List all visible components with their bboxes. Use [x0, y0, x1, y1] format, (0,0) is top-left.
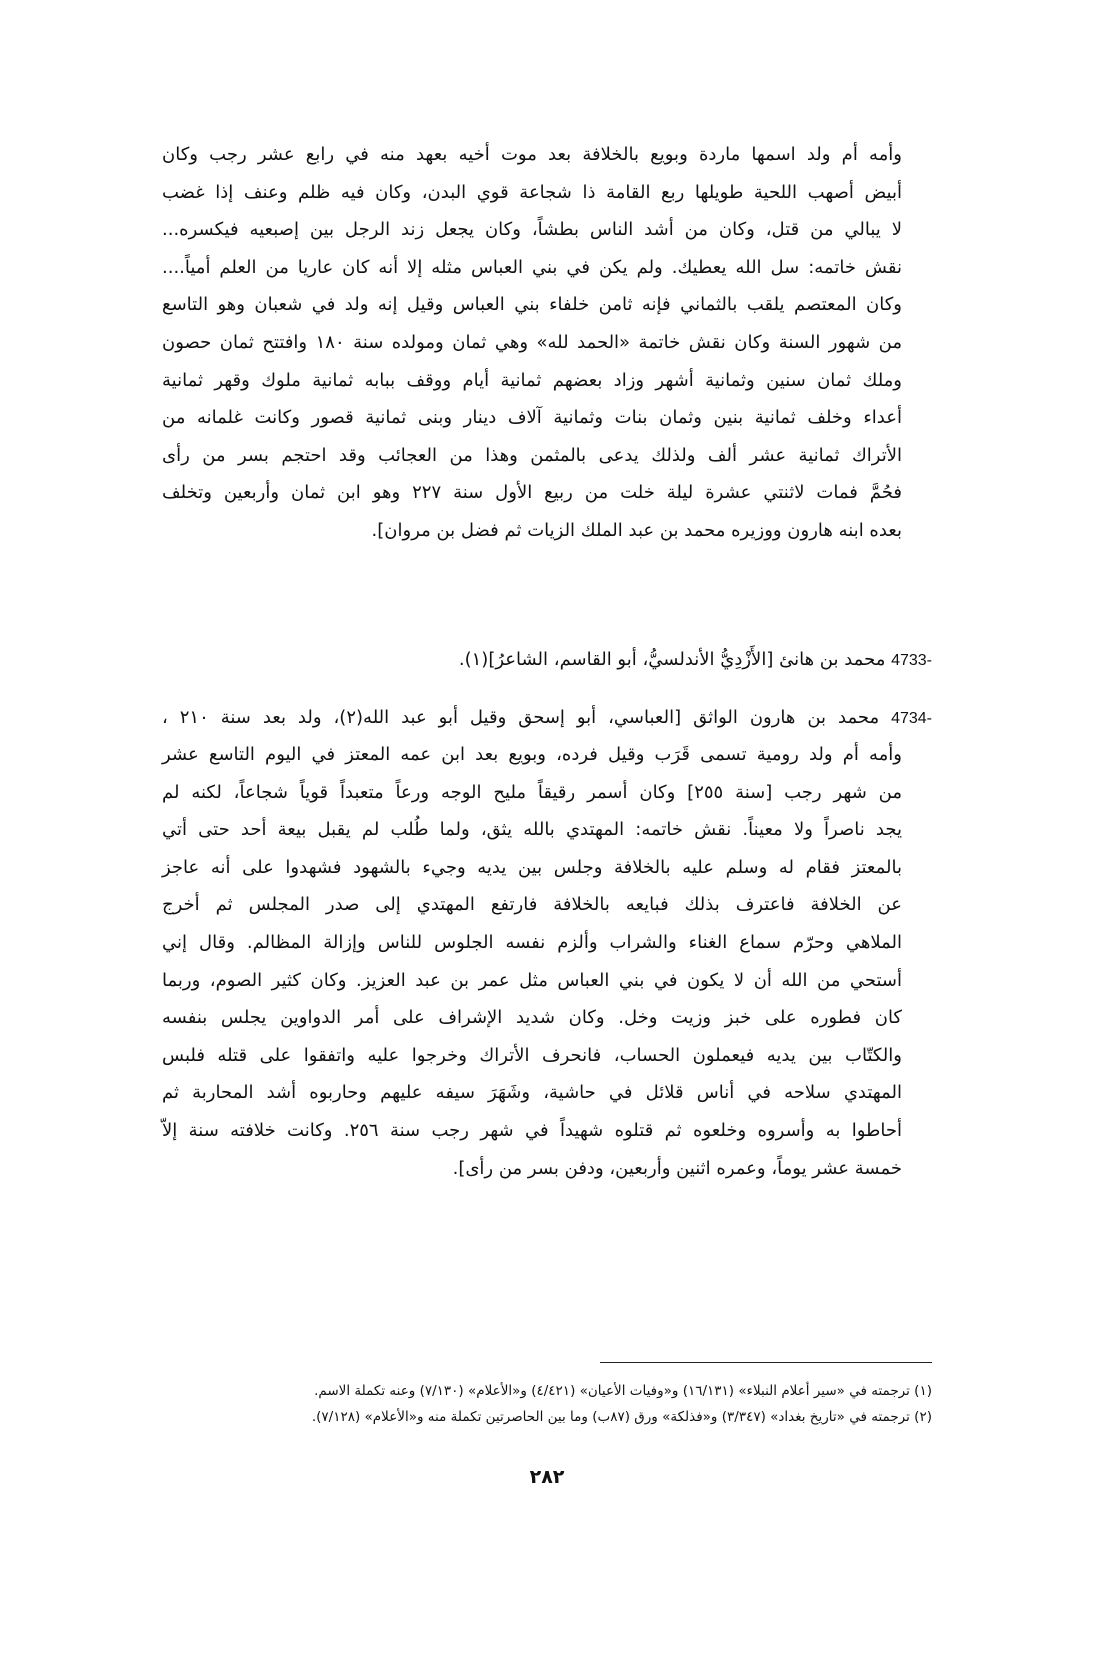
text-line: وأمه أم ولد رومية تسمى قَرَب وقيل فرده، وبويع بعد ابن عمه المعتز في اليوم التاسع عشر: [162, 744, 902, 765]
text-line: وأمه أم ولد اسمها ماردة وبويع بالخلافة بعد موت أخيه بعهد منه في رابع عشر رجب وكان: [162, 144, 902, 165]
entry-4733-line: [162, 641, 932, 679]
text-line: أحاطوا به وأسروه وخلعوه ثم قتلوه شهيداً في شهر رجب سنة ٢٥٦. وكانت خلافته سنة إلاّ: [162, 1119, 902, 1141]
entry-number: 4734-: [891, 710, 932, 727]
text-line: كان فطوره على خبز وزيت وخل. وكان شديد الإشراف على أمر الدواوين يجلس بنفسه: [162, 1007, 902, 1029]
entry-4734: [162, 699, 932, 737]
footnote-2: (٢) ترجمته في «تاريخ بغداد» (٣/٣٤٧) و«فذلكة» ورق (٨٧ب) وما بين الحاصرتين تكملة منه و«الأعلام» (٧/١٢٨).: [311, 1409, 932, 1425]
text-line: من شهر رجب [سنة ٢٥٥] وكان أسمر رقيقاً مليح الوجه ورعاً متعبداً قوياً شجاعاً، لكنه لم: [162, 781, 902, 803]
entry-text: محمد بن هانئ [الأَزْدِيُّ الأندلسيُّ، أبو القاسم، الشاعرُ](١).: [458, 649, 886, 670]
text-line: خمسة عشر يوماً، وعمره اثنين وأربعين، ودفن بسر من رأى].: [452, 1157, 902, 1179]
text-line: أبيض أصهب اللحية طويلها ربع القامة ذا شجاعة قوي البدن، وكان فيه ظلم وعنف إذا غضب: [162, 181, 902, 203]
paragraph-2: [162, 736, 902, 1187]
text-line: عن الخلافة فاعترف بذلك فبايعه بالخلافة فارتفع المهتدي إلى صدر المجلس ثم أخرج: [162, 894, 902, 916]
text-line: وملك ثمان سنين وثمانية أشهر وزاد بعضهم ثمانية أيام ووقف ببابه ثمانية ملوك وقهر ثمانية: [162, 369, 902, 391]
text-line: بالمعتز فقام له وسلم عليه بالخلافة وجلس بين يديه وجيء بالشهود فشهدوا على أنه عاجز: [162, 856, 902, 878]
text-line: من شهور السنة وكان نقش خاتمة «الحمد لله» وهي ثمان ومولده سنة ١٨٠ وافتتح ثمان حصون: [162, 331, 902, 353]
text-line: بعده ابنه هارون ووزيره محمد بن عبد الملك الزيات ثم فضل بن مروان].: [371, 519, 902, 541]
text-line: الأتراك ثمانية عشر ألف ولذلك يدعى بالمثمن وهذا من العجائب وقد احتجم بسر من رأى: [162, 444, 902, 466]
footnotes: [150, 1378, 932, 1430]
text-line: المهتدي سلاحه في أناس قلائل في حاشية، وشَهَرَ سيفه عليهم وحاربوه أشد المحاربة ثم: [162, 1082, 902, 1104]
page-number: ٢٨٢: [529, 1466, 565, 1488]
paragraph-1: [162, 136, 902, 550]
text-line: أستحي من الله أن لا يكون في بني العباس مثل عمر بن عبد العزيز. وكان كثير الصوم، وربما: [162, 969, 902, 991]
entry-4733: [162, 641, 932, 679]
text-line: نقش خاتمه: سل الله يعطيك. ولم يكن في بني العباس مثله إلا أنه كان عاريا من العلم أمياً....: [162, 256, 902, 278]
text-line: والكتّاب بين يديه فيعملون الحساب، فانحرف الأتراك وخرجوا عليه واتفقوا على قتله فلبس: [162, 1044, 902, 1066]
text-line: أعداء وخلف ثمانية بنين وثمان بنات وثمانية آلاف دينار وبنى ثمانية قصور وكانت غلمانه من: [162, 407, 902, 429]
footnote-divider: [600, 1362, 932, 1363]
text-line: الملاهي وحرّم سماع الغناء والشراب وألزم نفسه الجلوس للناس وإزالة المظالم. وقال إني: [162, 931, 902, 953]
entry-4734-line: [162, 699, 932, 737]
entry-number: 4733-: [891, 652, 932, 669]
text-line: لا يبالي من قتل، وكان من أشد الناس بطشاً، وكان يجعل زند الرجل بين إصبعيه فيكسره...: [162, 219, 902, 241]
footnote-1: (١) ترجمته في «سير أعلام النبلاء» (١٦/١٣١) و«وفيات الأعيان» (٤/٤٢١) و«الأعلام» (٧/١٣٠) وعنه تكملة الاسم.: [314, 1383, 932, 1399]
text-line: وكان المعتصم يلقب بالثماني فإنه ثامن خلفاء بني العباس وقيل إنه ولد في شعبان وهو التاسع: [162, 294, 902, 316]
text-line: فحُمَّ فمات لاثنتي عشرة ليلة خلت من ربيع الأول سنة ٢٢٧ وهو ابن ثمان وأربعين وتخلف: [162, 482, 902, 504]
entry-text: محمد بن هارون الواثق [العباسي، أبو إسحق وقيل أبو عبد الله(٢)، ولد بعد سنة ٢١٠ ،: [162, 707, 880, 728]
text-line: يجد ناصراً ولا معيناً. نقش خاتمه: المهتدي بالله يثق، ولما طُلب لم يقبل بيعة أحد حتى أتي: [162, 819, 902, 841]
